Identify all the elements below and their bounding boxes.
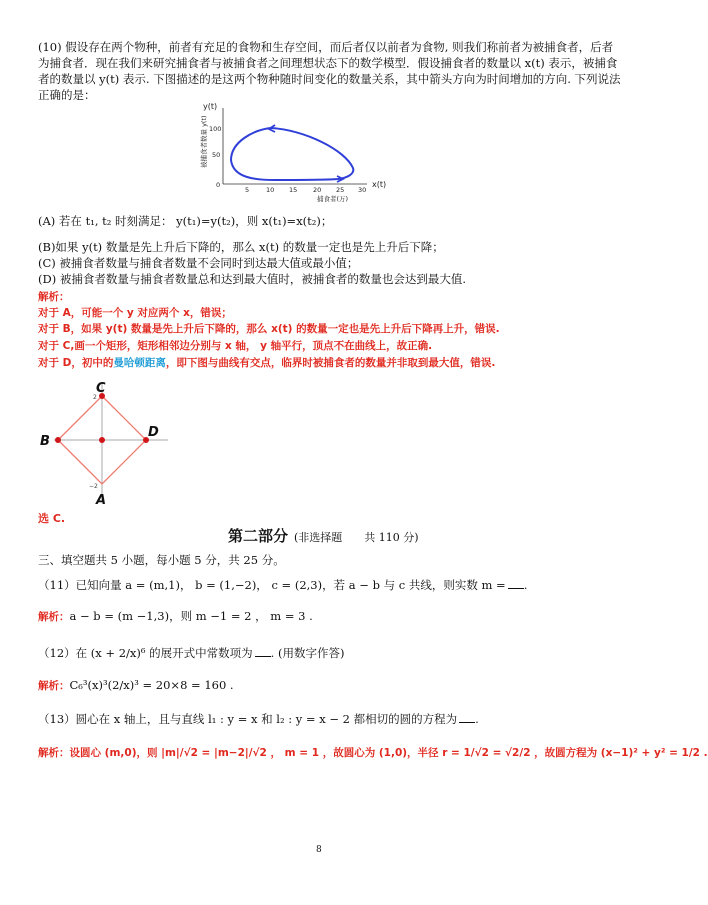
chart-xtick-5: 5 — [245, 186, 250, 194]
point-origin — [99, 437, 105, 443]
manhattan-distance-term: 曼哈顿距离 — [113, 357, 166, 369]
q13-text: （13）圆心在 x 轴上，且与直线 l₁ : y = x 和 l₂ : y = x − 2 都相切的圆的方程为 . — [38, 712, 479, 726]
q13-blank — [459, 712, 475, 723]
q10-option-a: (A) 若在 t₁, t₂ 时刻满足： y(t₁)=y(t₂)，则 x(t₁)=x(t₂)； — [38, 214, 333, 228]
predator-prey-chart — [195, 100, 395, 206]
q12-blank — [255, 646, 271, 657]
part2-title: 第二部分 — [228, 527, 289, 545]
label-top-tick: 2 — [93, 394, 97, 401]
q10-line2: 为捕食者．现在我们来研究捕食者与被捕食者之间理想状态下的数学模型．假设捕食者的数量以 x(t) 表示，被捕食 — [38, 56, 618, 70]
q11-text: （11）已知向量 a = (m,1)， b = (1,−2)， c = (2,3)，若 a − b 与 c 共线，则实数 m = . — [38, 578, 528, 592]
q10-line3: 者的数量以 y(t) 表示. 下图描述的是这两个物种随时间变化的数量关系，其中箭头方向为时间增加的方向. 下列说法 — [38, 72, 621, 86]
q10-line4: 正确的是： — [38, 88, 96, 102]
q10-option-d: (D) 被捕食者数量与捕食者数量总和达到最大值时，被捕食者的数量也会达到最大值. — [38, 272, 467, 286]
q11-answer: 解析：a − b = (m −1,3)，则 m −1 = 2 ， m = 3 . — [38, 609, 313, 623]
q10-option-b: (B)如果 y(t) 数量是先上升后下降的，那么 x(t) 的数量一定也是先上升后下降； — [38, 240, 444, 254]
chart-xtick-25: 25 — [336, 186, 345, 194]
analysis-c: 对于 C,画一个矩形，矩形相邻边分别与 x 轴， y 轴平行，顶点不在曲线上，故正确. — [38, 340, 433, 352]
answer-10: 选 C. — [38, 512, 66, 525]
chart-ytick-100: 100 — [209, 125, 222, 133]
label-d: D — [148, 425, 159, 440]
manhattan-diamond-diagram — [36, 378, 176, 506]
q11-blank — [508, 578, 524, 589]
page-number: 8 — [316, 845, 322, 855]
section3-heading: 三、填空题共 5 小题，每小题 5 分，共 25 分。 — [38, 553, 285, 567]
chart-ytick-0: 0 — [216, 181, 221, 189]
q13-answer: 解析：设圆心 (m,0)，则 |m|/√2 = |m−2|/√2 ， m = 1 ，故圆心为 (1,0)，半径 r = 1/√2 = √2/2 ，故圆方程为 (x−1)² + y² = 1/2 . — [38, 747, 708, 759]
chart-y-axis-label: y(t) — [203, 102, 218, 111]
q10-option-c: (C) 被捕食者数量与捕食者数量不会同时到达最大值或最小值； — [38, 256, 359, 270]
q10-line1: (10) 假设存在两个物种，前者有充足的食物和生存空间，而后者仅以前者为食物, 则我们称前者为被捕食者，后者 — [38, 40, 614, 54]
analysis-d: 对于 D，初中的曼哈顿距离，即下图与曲线有交点，临界时被捕食者的数量并非取到最大值，错误. — [38, 357, 496, 369]
analysis-label: 解析： — [38, 291, 70, 303]
point-b — [55, 437, 61, 443]
analysis-a: 对于 A，可能一个 y 对应两个 x，错误； — [38, 307, 232, 319]
chart-orbit-curve — [231, 128, 353, 180]
chart-xtick-30: 30 — [358, 186, 367, 194]
chart-ylabel: 被捕食者数量 y(t) — [200, 115, 208, 168]
label-a: A — [96, 493, 107, 508]
chart-xlabel: 捕食者(万) — [317, 195, 349, 203]
chart-xtick-20: 20 — [313, 186, 322, 194]
q12-answer: 解析：C₆³(x)³(2/x)³ = 20×8 = 160 . — [38, 678, 234, 692]
chart-x-axis-label: x(t) — [372, 180, 387, 189]
label-c: C — [96, 381, 106, 396]
part2-subtitle: (非选择题 共 110 分) — [294, 531, 419, 544]
part2-header — [228, 526, 419, 548]
chart-xtick-15: 15 — [289, 186, 298, 194]
chart-ytick-50: 50 — [212, 151, 221, 159]
q12-text: （12）在 (x + 2/x)⁶ 的展开式中常数项为 . (用数字作答) — [38, 646, 345, 660]
analysis-b: 对于 B，如果 y(t) 数量是先上升后下降的，那么 x(t) 的数量一定也是先上升后下降再上升，错误. — [38, 323, 500, 335]
chart-xtick-10: 10 — [266, 186, 275, 194]
label-bottom-tick: −2 — [89, 483, 98, 490]
label-b: B — [40, 434, 50, 449]
